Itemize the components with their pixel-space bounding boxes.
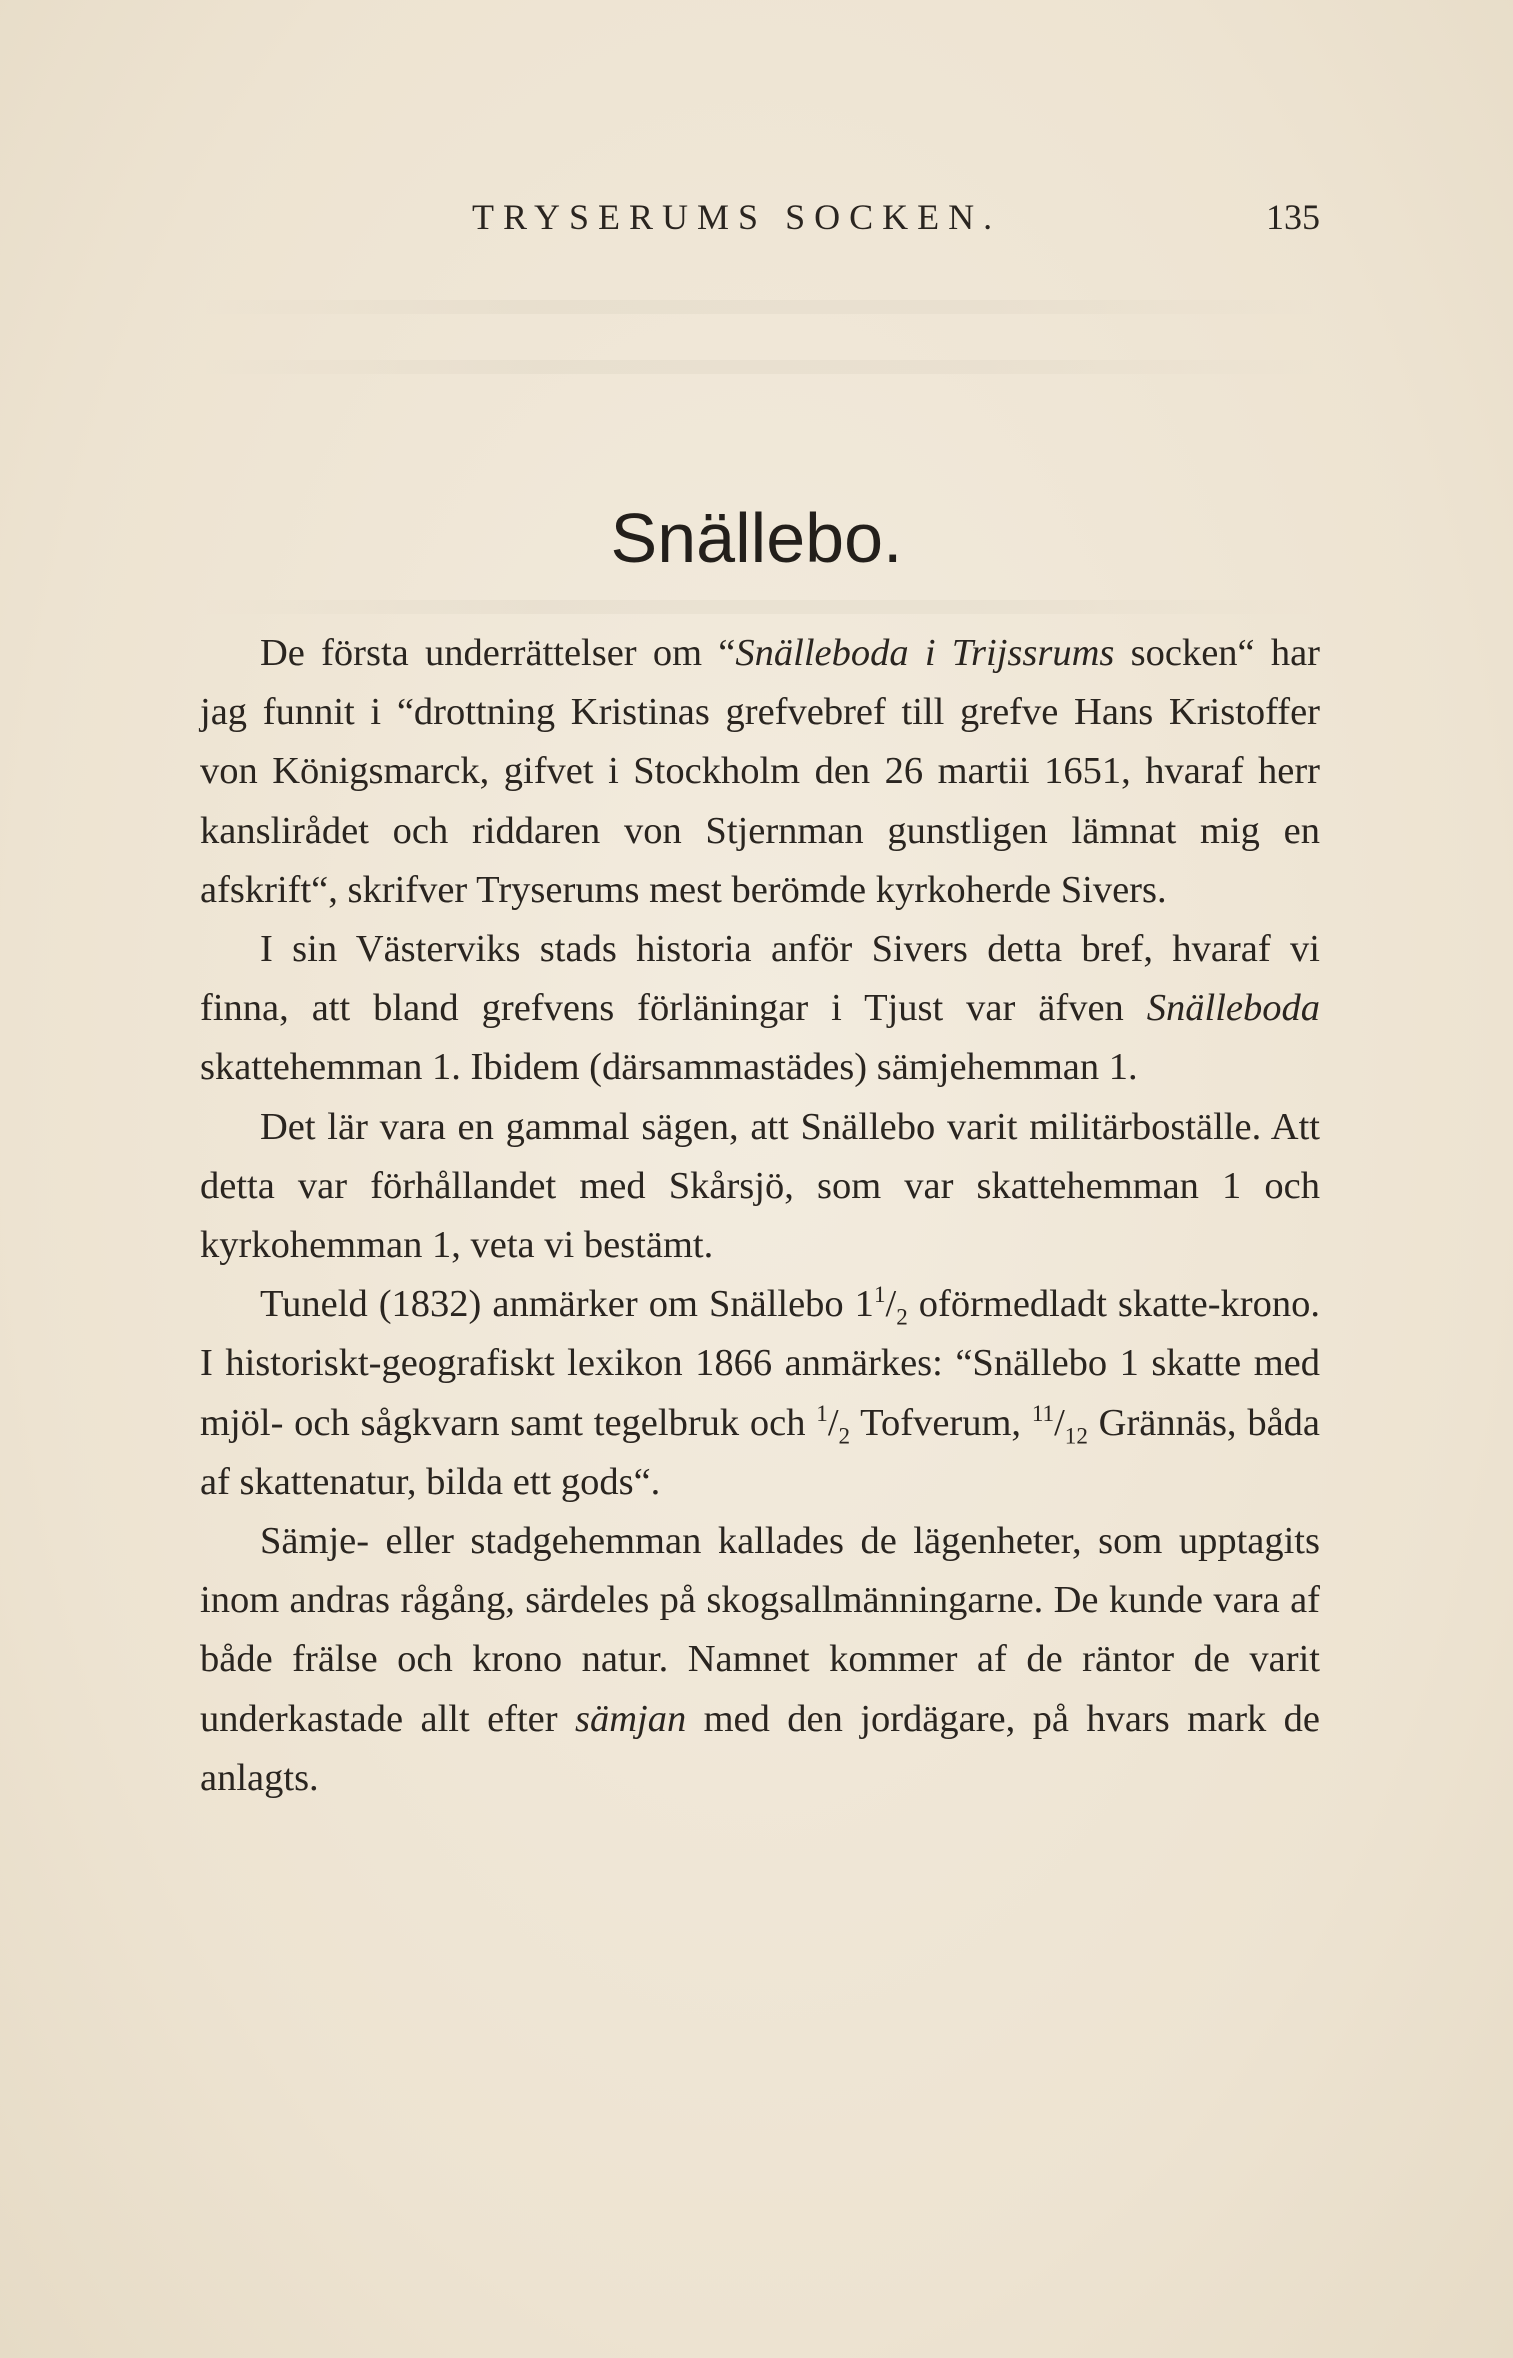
fraction: $^1/_2$ [873, 1281, 908, 1330]
fraction-numerator: 1 [873, 1281, 886, 1308]
chapter-title: Snällebo. [610, 499, 903, 577]
fraction: $^{11}/_{12}$ [1031, 1399, 1088, 1449]
text-run: Tuneld (1832) anmärker om Snällebo 1 [260, 1283, 874, 1326]
running-title: TRYSERUMS SOCKEN. [472, 197, 1002, 237]
page-number: 135 [1266, 197, 1320, 237]
body-text [200, 624, 1320, 1808]
text-run: oförmedladt skatte-krono. I historiskt-geografiskt lexikon 1866 anmärkes: “Snällebo 1 skatte med mjöl- och sågkvarn samt tegelbruk och [200, 1283, 1320, 1444]
fraction-denominator: 2 [896, 1303, 908, 1330]
running-head [200, 196, 1320, 246]
italic-text: Snälleboda i Trijssrums [735, 632, 1115, 674]
text-run: Sämje- eller stadgehemman kallades de lägenheter, som upptagits inom andras rågång, särdeles på skogsallmänningarne. De kunde vara af både frälse och krono natur. Namnet kommer af de räntor de varit underkastade allt efter [200, 1520, 1320, 1740]
text-run: socken“ har jag funnit i “drottning Kristinas grefvebref till grefve Hans Kristoffer von Königsmarck, gifvet i Stockholm den 26 martii 1651, hvaraf herr kanslirådet och riddaren von Stjernman gunstligen lämnat mig en afskrift“, skrifver Tryserums mest berömde kyrkoherde Sivers. [200, 632, 1321, 911]
paragraph [200, 920, 1320, 1098]
text-run: Det lär vara en gammal sägen, att Snällebo varit militärboställe. Att detta var förhållandet med Skårsjö, som var skattehemman 1 och kyrkohemman 1, veta vi bestämt. [200, 1105, 1320, 1267]
bleed-through [200, 360, 1320, 374]
paragraph [200, 1512, 1320, 1808]
text-run: med den jordägare, på hvars mark de anlagts. [200, 1697, 1320, 1799]
fraction-denominator: 12 [1064, 1422, 1088, 1449]
text-run: I sin Västerviks stads historia anför Sivers detta bref, hvaraf vi finna, att bland grefvens förläningar i Tjust var äfven [200, 928, 1320, 1030]
fraction-numerator: 1 [816, 1399, 828, 1426]
italic-text: Snälleboda [1146, 987, 1320, 1030]
fraction-denominator: 2 [838, 1422, 851, 1449]
fraction-numerator: 11 [1031, 1399, 1055, 1426]
paragraph [200, 1275, 1320, 1512]
fraction: $^1/_2$ [816, 1399, 851, 1449]
paragraph [200, 624, 1320, 920]
italic-text: sämjan [574, 1697, 687, 1740]
text-run: skattehemman 1. Ibidem (därsammastädes) sämjehemman 1. [200, 1046, 1138, 1089]
bleed-through [200, 300, 1320, 314]
paragraph [200, 1098, 1320, 1276]
text-run: Tofverum, [850, 1401, 1032, 1444]
text-run: De första underrättelser om “ [260, 632, 736, 674]
text-run: Grännäs, båda af skattenatur, bilda ett gods“. [200, 1401, 1321, 1503]
bleed-through [200, 600, 1320, 614]
